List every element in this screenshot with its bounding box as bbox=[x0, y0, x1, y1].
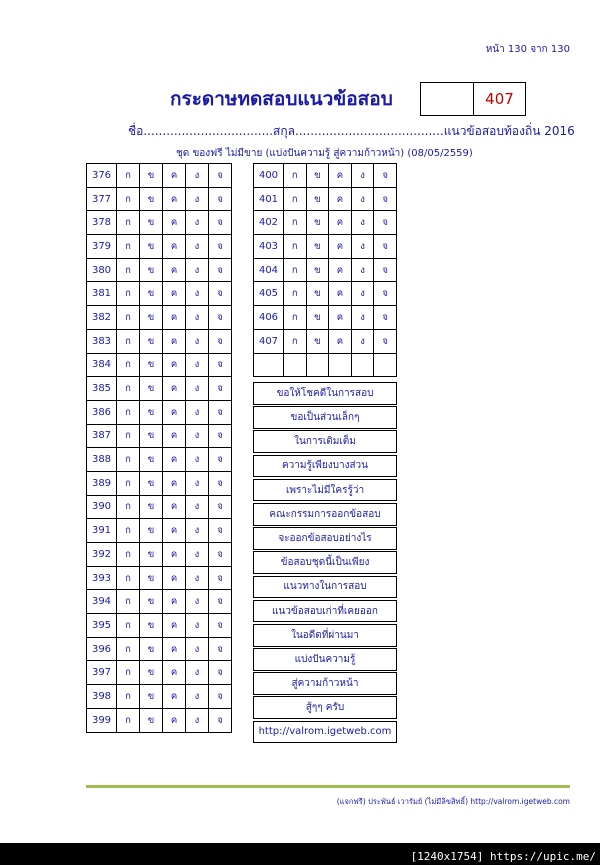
answer-choice[interactable]: ง bbox=[351, 282, 374, 306]
question-row bbox=[87, 637, 232, 661]
blank-row bbox=[254, 353, 397, 377]
answer-choice[interactable]: ง bbox=[186, 424, 209, 448]
answer-choice[interactable]: ก bbox=[117, 306, 140, 330]
question-row bbox=[87, 306, 232, 330]
answer-choice[interactable]: ค bbox=[163, 400, 186, 424]
question-number: 381 bbox=[87, 282, 117, 306]
answer-choice[interactable]: ก bbox=[117, 211, 140, 235]
answer-choice[interactable]: ก bbox=[117, 258, 140, 282]
answer-choice[interactable]: จ bbox=[209, 424, 232, 448]
question-number: 395 bbox=[87, 614, 117, 638]
message-box: สู้ๆๆ ครับ bbox=[253, 696, 397, 719]
answer-choice[interactable]: จ bbox=[209, 448, 232, 472]
question-number: 378 bbox=[87, 211, 117, 235]
answer-choice[interactable]: ค bbox=[163, 282, 186, 306]
question-number: 400 bbox=[254, 164, 284, 188]
blank-cell bbox=[284, 353, 307, 377]
question-number: 383 bbox=[87, 329, 117, 353]
answer-choice[interactable]: ค bbox=[329, 211, 352, 235]
answer-choice[interactable]: ข bbox=[140, 306, 163, 330]
answer-choice[interactable]: ง bbox=[351, 187, 374, 211]
question-row bbox=[87, 471, 232, 495]
answer-choice[interactable]: ก bbox=[117, 566, 140, 590]
answer-choice[interactable]: ก bbox=[284, 306, 307, 330]
message-box: แนวทางในการสอบ bbox=[253, 576, 397, 599]
answer-choice[interactable]: จ bbox=[209, 471, 232, 495]
question-row bbox=[254, 258, 397, 282]
question-row bbox=[87, 353, 232, 377]
question-number: 388 bbox=[87, 448, 117, 472]
answer-choice[interactable]: ง bbox=[186, 329, 209, 353]
question-number: 399 bbox=[87, 708, 117, 732]
answer-choice[interactable]: ก bbox=[117, 543, 140, 567]
answer-choice[interactable]: ค bbox=[329, 329, 352, 353]
answer-choice[interactable]: จ bbox=[374, 164, 397, 188]
answer-choice[interactable]: จ bbox=[209, 685, 232, 709]
answer-choice[interactable]: ค bbox=[329, 164, 352, 188]
message-box: เพราะไม่มีใครรู้ว่า bbox=[253, 479, 397, 502]
name-line: ชื่อ..................................สกุล.......................................แนวข้อสอบท้องถิ่น 2016 bbox=[128, 124, 575, 138]
answer-choice[interactable]: ข bbox=[140, 448, 163, 472]
answer-choice[interactable]: ค bbox=[163, 708, 186, 732]
footer-divider bbox=[86, 785, 570, 788]
question-number: 382 bbox=[87, 306, 117, 330]
answer-choice[interactable]: ข bbox=[140, 519, 163, 543]
answer-choice[interactable]: ก bbox=[117, 590, 140, 614]
answer-choice[interactable]: ค bbox=[163, 211, 186, 235]
answer-choice[interactable]: จ bbox=[209, 495, 232, 519]
question-number: 379 bbox=[87, 235, 117, 259]
answer-choice[interactable]: จ bbox=[209, 258, 232, 282]
answer-choice[interactable]: ก bbox=[117, 471, 140, 495]
answer-choice[interactable]: ค bbox=[163, 519, 186, 543]
answer-choice[interactable]: ง bbox=[186, 235, 209, 259]
answer-choice[interactable]: จ bbox=[374, 329, 397, 353]
question-number: 398 bbox=[87, 685, 117, 709]
answer-choice[interactable]: ก bbox=[117, 661, 140, 685]
answer-choice[interactable]: ก bbox=[117, 235, 140, 259]
question-number: 384 bbox=[87, 353, 117, 377]
footer-credit: (แจกฟรี) ประพันธ์ เวารัมย์ (ไม่มีลิขสิทธิ์) http://valrom.igetweb.com bbox=[336, 797, 570, 806]
question-row bbox=[87, 424, 232, 448]
answer-choice[interactable]: ง bbox=[186, 353, 209, 377]
answer-choice[interactable]: ก bbox=[117, 495, 140, 519]
answer-box-number: 407 bbox=[485, 90, 514, 108]
blank-cell bbox=[254, 353, 284, 377]
question-row bbox=[254, 164, 397, 188]
question-row bbox=[87, 329, 232, 353]
answer-choice[interactable]: จ bbox=[209, 590, 232, 614]
answer-choice[interactable]: ข bbox=[140, 353, 163, 377]
question-row bbox=[87, 448, 232, 472]
question-row bbox=[87, 164, 232, 188]
answer-choice[interactable]: ก bbox=[284, 164, 307, 188]
answer-choice[interactable]: ค bbox=[163, 543, 186, 567]
answer-choice[interactable]: ง bbox=[351, 306, 374, 330]
question-number: 403 bbox=[254, 235, 284, 259]
answer-choice[interactable]: จ bbox=[209, 306, 232, 330]
answer-choice[interactable]: ข bbox=[306, 187, 329, 211]
answer-choice[interactable]: ก bbox=[117, 614, 140, 638]
answer-choice[interactable]: ข bbox=[140, 377, 163, 401]
message-column bbox=[253, 382, 397, 745]
question-row bbox=[87, 661, 232, 685]
question-row bbox=[254, 329, 397, 353]
answer-choice[interactable]: จ bbox=[209, 282, 232, 306]
answer-choice[interactable]: ค bbox=[163, 471, 186, 495]
answer-choice[interactable]: ค bbox=[163, 424, 186, 448]
answer-choice[interactable]: ก bbox=[117, 424, 140, 448]
answer-choice[interactable]: ข bbox=[140, 211, 163, 235]
answer-choice[interactable]: ง bbox=[186, 377, 209, 401]
answer-choice[interactable]: ง bbox=[186, 708, 209, 732]
question-number: 387 bbox=[87, 424, 117, 448]
answer-choice[interactable]: ง bbox=[186, 566, 209, 590]
answer-choice[interactable]: ข bbox=[140, 235, 163, 259]
question-row bbox=[87, 211, 232, 235]
answer-choice[interactable]: ก bbox=[117, 353, 140, 377]
question-number: 391 bbox=[87, 519, 117, 543]
answer-choice[interactable]: จ bbox=[209, 637, 232, 661]
answer-choice[interactable]: ค bbox=[163, 353, 186, 377]
answer-choice[interactable]: ง bbox=[186, 187, 209, 211]
answer-choice[interactable]: จ bbox=[374, 235, 397, 259]
question-row bbox=[254, 235, 397, 259]
answer-choice[interactable]: ก bbox=[117, 164, 140, 188]
answer-choice[interactable]: ข bbox=[140, 329, 163, 353]
message-box: คณะกรรมการออกข้อสอบ bbox=[253, 503, 397, 526]
question-number: 397 bbox=[87, 661, 117, 685]
question-row bbox=[87, 566, 232, 590]
answer-choice[interactable]: ก bbox=[117, 519, 140, 543]
question-row bbox=[87, 258, 232, 282]
question-row bbox=[87, 614, 232, 638]
answer-choice[interactable]: ง bbox=[186, 282, 209, 306]
question-row bbox=[87, 590, 232, 614]
answer-choice[interactable]: ง bbox=[186, 614, 209, 638]
answer-choice[interactable]: ค bbox=[163, 187, 186, 211]
answer-choice[interactable]: ค bbox=[163, 495, 186, 519]
question-number: 389 bbox=[87, 471, 117, 495]
answer-choice[interactable]: ก bbox=[117, 377, 140, 401]
message-box: จะออกข้อสอบอย่างไร bbox=[253, 527, 397, 550]
answer-choice[interactable]: ง bbox=[186, 519, 209, 543]
message-box: แบ่งปันความรู้ bbox=[253, 648, 397, 671]
answer-choice[interactable]: ข bbox=[140, 661, 163, 685]
question-number: 401 bbox=[254, 187, 284, 211]
question-number: 406 bbox=[254, 306, 284, 330]
message-box: ขอเป็นส่วนเล็กๆ bbox=[253, 406, 397, 429]
answer-choice[interactable]: จ bbox=[374, 258, 397, 282]
question-row bbox=[254, 306, 397, 330]
question-row bbox=[254, 187, 397, 211]
answer-choice[interactable]: ข bbox=[306, 211, 329, 235]
answer-choice[interactable]: จ bbox=[209, 164, 232, 188]
answer-choice[interactable]: จ bbox=[374, 306, 397, 330]
answer-choice[interactable]: ง bbox=[186, 448, 209, 472]
answer-choice[interactable]: ข bbox=[306, 306, 329, 330]
answer-choice[interactable]: จ bbox=[209, 329, 232, 353]
answer-choice[interactable]: ง bbox=[351, 235, 374, 259]
answer-choice[interactable]: ข bbox=[140, 685, 163, 709]
question-number: 393 bbox=[87, 566, 117, 590]
question-row bbox=[87, 235, 232, 259]
answer-choice[interactable]: ค bbox=[329, 282, 352, 306]
blank-cell bbox=[329, 353, 352, 377]
question-row bbox=[87, 282, 232, 306]
answer-choice[interactable]: ข bbox=[140, 566, 163, 590]
question-row bbox=[87, 377, 232, 401]
message-box: ในอดีตที่ผ่านมา bbox=[253, 624, 397, 647]
sheet-title: กระดาษทดสอบแนวข้อสอบ bbox=[170, 88, 393, 110]
answer-choice[interactable]: ง bbox=[186, 590, 209, 614]
message-box: http://valrom.igetweb.com bbox=[253, 721, 397, 744]
answer-choice[interactable]: ก bbox=[117, 329, 140, 353]
answer-choice[interactable]: ค bbox=[163, 685, 186, 709]
answer-choice[interactable]: ค bbox=[163, 258, 186, 282]
answer-choice[interactable]: จ bbox=[374, 282, 397, 306]
answer-choice[interactable]: ก bbox=[284, 329, 307, 353]
blank-cell bbox=[374, 353, 397, 377]
answer-choice[interactable]: ค bbox=[329, 258, 352, 282]
answer-choice[interactable]: ข bbox=[140, 614, 163, 638]
answer-choice[interactable]: ง bbox=[186, 164, 209, 188]
answer-choice[interactable]: ง bbox=[186, 495, 209, 519]
left-answer-grid bbox=[86, 163, 232, 733]
page-number: หน้า 130 จาก 130 bbox=[485, 44, 570, 55]
answer-choice[interactable]: ง bbox=[186, 306, 209, 330]
answer-choice[interactable]: ง bbox=[186, 400, 209, 424]
answer-choice[interactable]: จ bbox=[209, 614, 232, 638]
blank-cell bbox=[306, 353, 329, 377]
answer-choice[interactable]: ง bbox=[186, 471, 209, 495]
question-number: 394 bbox=[87, 590, 117, 614]
answer-choice[interactable]: ค bbox=[163, 566, 186, 590]
question-row bbox=[254, 211, 397, 235]
answer-choice[interactable]: ง bbox=[351, 329, 374, 353]
message-box: ข้อสอบชุดนี้เป็นเพียง bbox=[253, 551, 397, 574]
answer-choice[interactable]: ค bbox=[163, 164, 186, 188]
answer-choice[interactable]: ง bbox=[186, 637, 209, 661]
answer-choice[interactable]: จ bbox=[209, 400, 232, 424]
answer-choice[interactable]: ก bbox=[284, 235, 307, 259]
answer-choice[interactable]: ก bbox=[284, 258, 307, 282]
answer-choice[interactable]: ข bbox=[306, 329, 329, 353]
answer-choice[interactable]: ง bbox=[351, 211, 374, 235]
answer-choice[interactable]: ข bbox=[140, 708, 163, 732]
question-row bbox=[87, 543, 232, 567]
answer-choice[interactable]: ง bbox=[186, 258, 209, 282]
answer-choice[interactable]: ข bbox=[140, 495, 163, 519]
answer-choice[interactable]: ข bbox=[140, 164, 163, 188]
answer-choice[interactable]: ง bbox=[351, 164, 374, 188]
answer-box bbox=[420, 82, 526, 116]
question-number: 377 bbox=[87, 187, 117, 211]
question-row bbox=[87, 495, 232, 519]
answer-choice[interactable]: ค bbox=[163, 614, 186, 638]
answer-choice[interactable]: ง bbox=[186, 543, 209, 567]
answer-choice[interactable]: ข bbox=[140, 590, 163, 614]
answer-choice[interactable]: ข bbox=[140, 400, 163, 424]
answer-choice[interactable]: ค bbox=[163, 329, 186, 353]
message-box: ในการเติมเต็ม bbox=[253, 430, 397, 453]
answer-choice[interactable]: ง bbox=[351, 258, 374, 282]
answer-choice[interactable]: ค bbox=[163, 661, 186, 685]
answer-choice[interactable]: จ bbox=[209, 211, 232, 235]
question-number: 396 bbox=[87, 637, 117, 661]
question-number: 385 bbox=[87, 377, 117, 401]
question-number: 392 bbox=[87, 543, 117, 567]
answer-choice[interactable]: จ bbox=[209, 543, 232, 567]
question-row bbox=[87, 400, 232, 424]
question-row bbox=[87, 685, 232, 709]
answer-choice[interactable]: ค bbox=[163, 590, 186, 614]
answer-choice[interactable]: ข bbox=[140, 471, 163, 495]
answer-choice[interactable]: ข bbox=[140, 258, 163, 282]
answer-choice[interactable]: ค bbox=[329, 306, 352, 330]
answer-choice[interactable]: จ bbox=[209, 377, 232, 401]
answer-choice[interactable]: ก bbox=[284, 211, 307, 235]
question-number: 405 bbox=[254, 282, 284, 306]
answer-choice[interactable]: จ bbox=[209, 708, 232, 732]
answer-choice[interactable]: ง bbox=[186, 685, 209, 709]
answer-choice[interactable]: ก bbox=[284, 282, 307, 306]
answer-choice[interactable]: ก bbox=[117, 448, 140, 472]
answer-choice[interactable]: ค bbox=[163, 235, 186, 259]
subtitle: ชุด ของฟรี ไม่มีขาย (แบ่งปันความรู้ สู่ความก้าวหน้า) (08/05/2559) bbox=[176, 148, 473, 159]
answer-choice[interactable]: ข bbox=[140, 424, 163, 448]
answer-choice[interactable]: ก bbox=[117, 187, 140, 211]
question-row bbox=[87, 519, 232, 543]
answer-choice[interactable]: ค bbox=[163, 637, 186, 661]
answer-choice[interactable]: ค bbox=[163, 448, 186, 472]
answer-choice[interactable]: จ bbox=[374, 187, 397, 211]
answer-choice[interactable]: ก bbox=[284, 187, 307, 211]
question-number: 390 bbox=[87, 495, 117, 519]
question-number: 402 bbox=[254, 211, 284, 235]
answer-choice[interactable]: จ bbox=[209, 235, 232, 259]
answer-choice[interactable]: ก bbox=[117, 637, 140, 661]
answer-choice[interactable]: ข bbox=[140, 543, 163, 567]
answer-choice[interactable]: ข bbox=[306, 235, 329, 259]
answer-choice[interactable]: ก bbox=[117, 685, 140, 709]
message-box: แนวข้อสอบเก่าที่เคยออก bbox=[253, 600, 397, 623]
right-answer-grid bbox=[253, 163, 397, 377]
blank-cell bbox=[351, 353, 374, 377]
answer-choice[interactable]: ค bbox=[163, 377, 186, 401]
answer-box-blank bbox=[421, 83, 474, 115]
answer-choice[interactable]: จ bbox=[209, 519, 232, 543]
question-number: 386 bbox=[87, 400, 117, 424]
question-row bbox=[87, 187, 232, 211]
answer-choice[interactable]: ข bbox=[140, 282, 163, 306]
answer-choice[interactable]: ข bbox=[306, 164, 329, 188]
answer-choice[interactable]: ค bbox=[329, 235, 352, 259]
question-row bbox=[254, 282, 397, 306]
answer-choice[interactable]: ง bbox=[186, 211, 209, 235]
answer-choice[interactable]: ข bbox=[140, 187, 163, 211]
question-number: 407 bbox=[254, 329, 284, 353]
image-watermark: [1240x1754] https://upic.me/ bbox=[410, 850, 596, 863]
message-box: สู่ความก้าวหน้า bbox=[253, 672, 397, 695]
answer-choice[interactable]: ข bbox=[140, 637, 163, 661]
question-number: 380 bbox=[87, 258, 117, 282]
answer-choice[interactable]: จ bbox=[209, 661, 232, 685]
answer-choice[interactable]: ง bbox=[186, 661, 209, 685]
answer-choice[interactable]: ค bbox=[329, 187, 352, 211]
answer-choice[interactable]: ก bbox=[117, 400, 140, 424]
question-number: 404 bbox=[254, 258, 284, 282]
answer-choice[interactable]: ก bbox=[117, 708, 140, 732]
answer-choice[interactable]: จ bbox=[209, 353, 232, 377]
answer-choice[interactable]: จ bbox=[374, 211, 397, 235]
answer-choice[interactable]: ข bbox=[306, 258, 329, 282]
question-row bbox=[87, 708, 232, 732]
answer-choice[interactable]: จ bbox=[209, 566, 232, 590]
question-number: 376 bbox=[87, 164, 117, 188]
answer-choice[interactable]: ข bbox=[306, 282, 329, 306]
answer-choice[interactable]: ก bbox=[117, 282, 140, 306]
answer-choice[interactable]: จ bbox=[209, 187, 232, 211]
answer-choice[interactable]: ค bbox=[163, 306, 186, 330]
message-box: ขอให้โชคดีในการสอบ bbox=[253, 382, 397, 405]
message-box: ความรู้เพียงบางส่วน bbox=[253, 455, 397, 478]
